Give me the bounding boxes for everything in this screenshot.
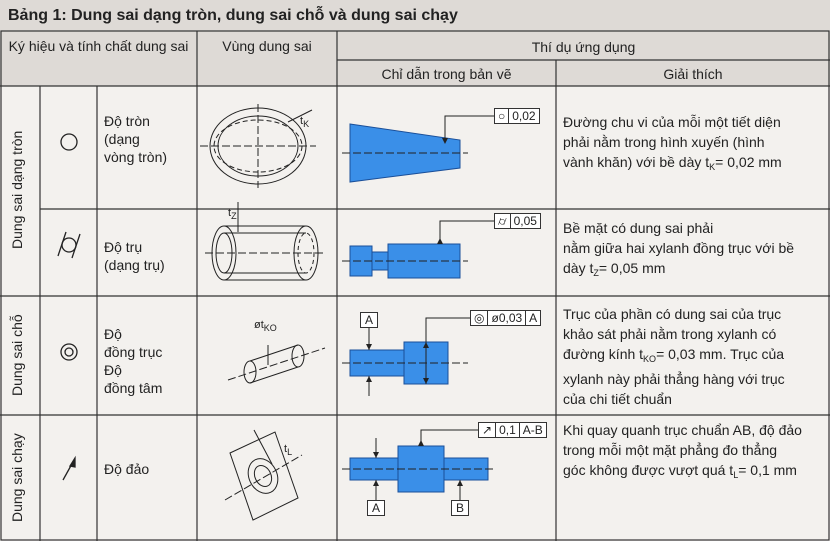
example-runout-part bbox=[342, 430, 496, 500]
header-explanation: Giải thích bbox=[663, 66, 723, 82]
example-cylindricity-part bbox=[342, 221, 494, 278]
explanation-runout: Khi quay quanh trục chuẩn AB, độ đảo trong mỗi một mặt phẳng đo thẳng góc không được vượt quá $t_L= 0,1$ mm bbox=[563, 422, 802, 480]
datum-a-runout: A bbox=[367, 500, 385, 516]
datum-b-runout: B bbox=[451, 500, 469, 516]
header-drawing: Chỉ dẫn trong bản vẽ bbox=[381, 66, 512, 82]
group-form-label: Dung sai dạng tròn bbox=[9, 130, 25, 250]
group-location-label: Dung sai chỗ bbox=[9, 314, 25, 396]
explanation-concentricity: Trục của phần có dung sai của trục khảo sát phải nằm trong xylanh có đường kính $t_{KO}= 0,03$ mm. Trục của xylanh này phải thẳng hàng với trục của chi tiết chuẩn bbox=[563, 306, 785, 407]
name-cylindricity: Độ trụ (dạng trụ) bbox=[104, 239, 165, 273]
zone-label-tk: $t_K$ bbox=[300, 115, 310, 129]
explanation-cylindricity: Bề mặt có dung sai phải nằm giữa hai xylanh đồng trục với bề dày $t_Z= 0,05$ mm bbox=[563, 220, 795, 278]
tol-frame-cylindricity: ⌭ 0,05 bbox=[494, 213, 541, 229]
group-runout-label: Dung sai chạy bbox=[9, 433, 25, 523]
header-symbol-property: Ký hiệu và tính chất dung sai bbox=[8, 38, 189, 54]
name-concentricity: Độ đồng trục Độ đồng tâm bbox=[104, 326, 163, 396]
name-circularity: Độ tròn (dạng vòng tròn) bbox=[104, 113, 168, 165]
datum-a-concentricity: A bbox=[360, 312, 378, 328]
tol-frame-runout: ↗ 0,1 A-B bbox=[478, 422, 547, 438]
zone-label-tko: $øt_{KO}$ bbox=[254, 319, 277, 333]
header-zone: Vùng dung sai bbox=[222, 38, 312, 54]
zone-label-tz: $t_Z$ bbox=[228, 207, 237, 221]
example-concentricity-part bbox=[342, 318, 470, 396]
tol-frame-concentricity: ◎ ø0,03 A bbox=[470, 310, 541, 326]
name-runout: Độ đảo bbox=[104, 461, 150, 477]
example-circularity-part bbox=[342, 116, 494, 182]
explanation-circularity: Đường chu vi của mỗi một tiết diện phải nằm trong hình xuyến (hình vành khăn) với bề dày $t_K= 0,02$ mm bbox=[563, 114, 782, 172]
header-example: Thí dụ ứng dụng bbox=[531, 39, 636, 55]
table-title: Bảng 1: Dung sai dạng tròn, dung sai chỗ và dung sai chạy bbox=[0, 0, 830, 31]
tol-frame-circularity: ○ 0,02 bbox=[494, 108, 540, 124]
zone-label-tl: $t_L$ bbox=[284, 443, 293, 457]
